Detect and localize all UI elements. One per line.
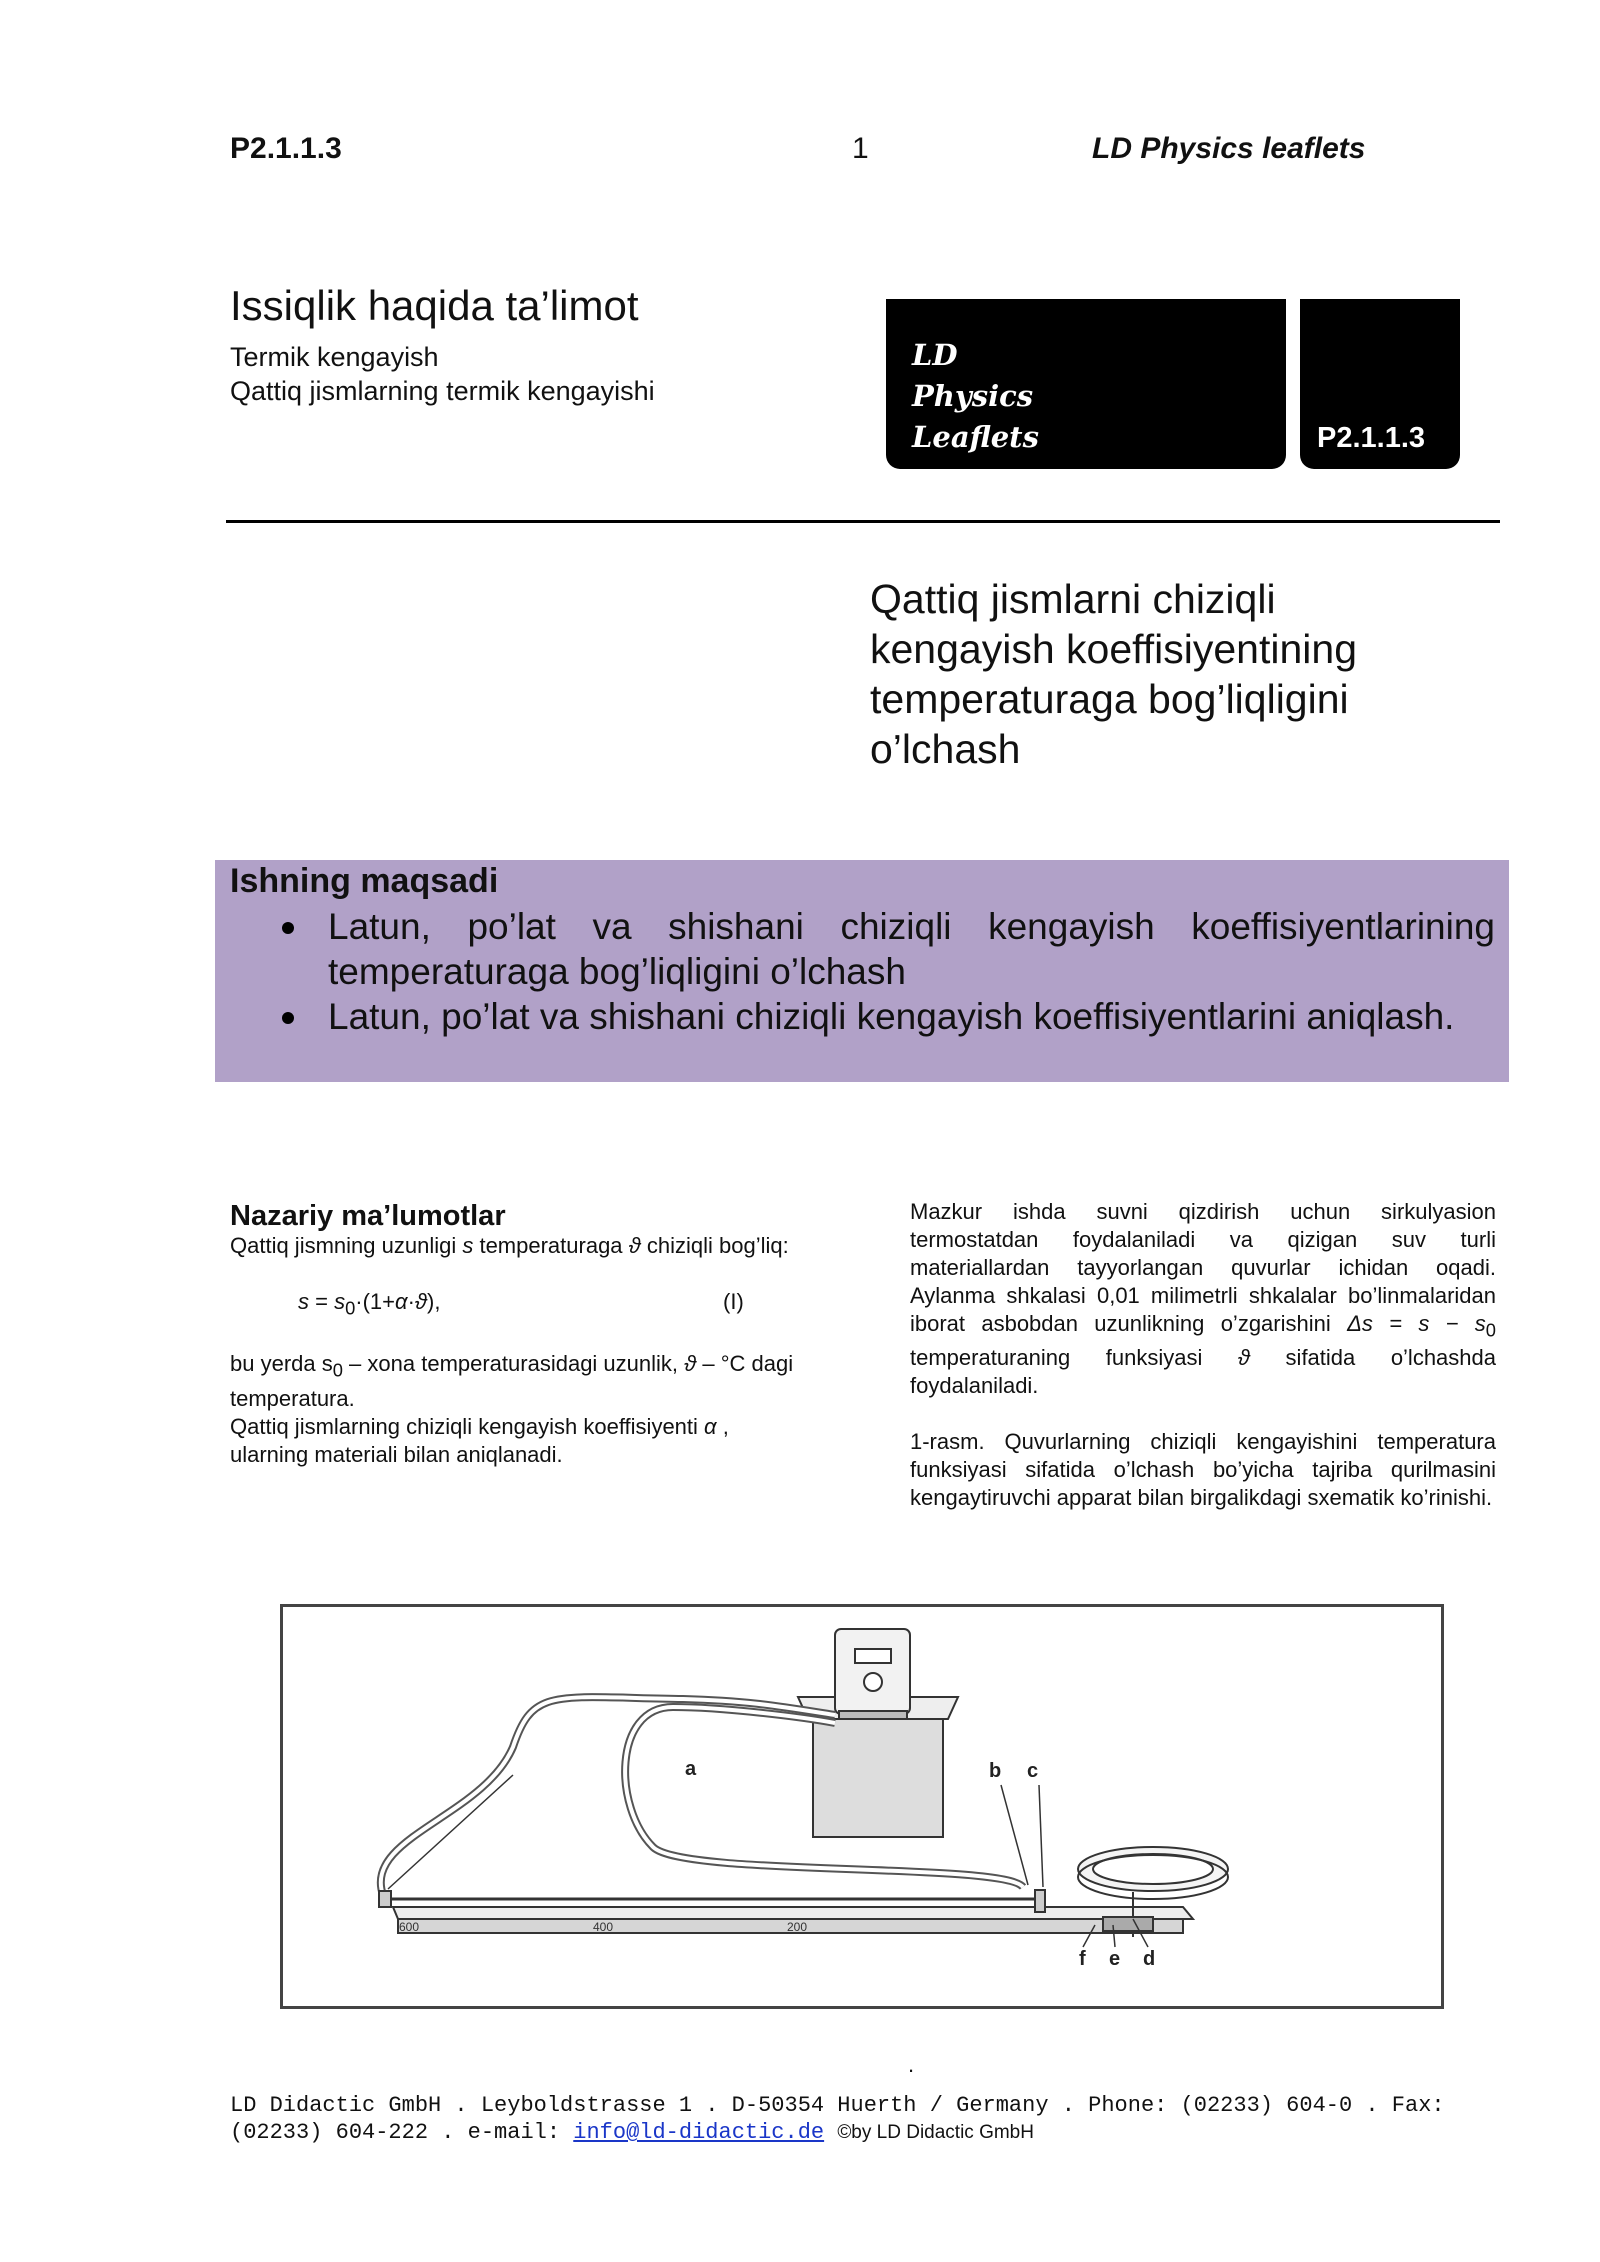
purpose-box [215,860,1509,1082]
label-c: c [1027,1760,1039,1782]
email-link[interactable]: info@ld-didactic.de [573,2120,825,2145]
label-f: f [1079,1948,1086,1970]
logo-code-badge [1300,299,1460,469]
logo-line: Physics [912,379,1034,413]
scale-mark: 600 [399,1920,420,1934]
experiment-title: Qattiq jismlarni chiziqli kengayish koeffisiyentining temperaturaga bog’liqligini o’lchash [870,576,1357,772]
footer-address: LD Didactic GmbH . Leyboldstrasse 1 . D-50354 Huerth / Germany . Phone: (02233) 604-0 . Fax: [230,2093,1445,2118]
bullet-icon [282,1012,294,1024]
label-d: d [1143,1948,1156,1970]
purpose-item: Latun, po’lat va shishani chiziqli kengayish koeffisiyentlarining temperaturaga bog’liqligini o’lchash [230,904,1495,994]
thermostat-body [813,1719,943,1837]
logo-line: LD [912,338,958,372]
formula: $s = s_0\cdot(1+\alpha\cdot ϑ)$, (I) [298,1289,744,1319]
label-b: b [989,1760,1002,1782]
scale-mark: 200 [787,1920,808,1934]
copyright: ©by LD Didactic GmbH [837,2122,1034,2143]
base-rail [393,1907,1193,1919]
page-number: 1 [852,132,869,165]
purpose-item: Latun, po’lat va shishani chiziqli kengayish koeffisiyentlarini aniqlash. [230,994,1495,1039]
page-title: Issiqlik haqida ta’limot [230,282,639,329]
thermostat-control-head [835,1629,910,1714]
header-code: P2.1.1.3 [230,132,342,165]
subtitle-topic: Termik kengayish [230,342,439,372]
logo-line: Leaflets [912,420,1039,454]
theory-heading: Nazariy ma’lumotlar [230,1200,506,1232]
bullet-icon [282,922,294,934]
footer-contact: (02233) 604-222 . e-mail: info@ld-didactic.de ©by LD Didactic GmbH [230,2120,1034,2145]
theory-paragraph: Qattiq jismning uzunligi s temperaturaga ϑ chiziqli bog’liq: [230,1233,789,1258]
method-column [910,1198,1496,1512]
equation-number: (I) [723,1289,744,1314]
purpose-list [230,904,1495,1039]
figure-caption: 1-rasm. Quvurlarning chiziqli kengayishini temperatura funksiyasi sifatida o’lchash bo’yicha tajriba qurilmasini kengaytiruvchi apparat bilan birgalikdagi sxematik ko’rinishi. [910,1429,1496,1511]
subtitle-subtopic: Qattiq jismlarning termik kengayishi [230,376,655,406]
ld-leaflets-logo [886,299,1286,469]
label-e: e [1109,1948,1121,1970]
header-brand: LD Physics leaflets [1092,132,1366,165]
footer [230,2092,1500,2146]
purpose-heading: Ishning maqsadi [230,862,499,900]
label-a: a [685,1758,697,1780]
scale-mark: 400 [593,1920,614,1934]
header-divider [226,520,1500,523]
theory-paragraph: Qattiq jismlarning chiziqli kengayish koeffisiyenti α , ularning materiali bilan aniqlanadi. [230,1413,729,1467]
apparatus-diagram [283,1607,1441,2006]
theory-column [230,1232,805,1469]
theory-paragraph: bu yerda $s_0$ – xona temperaturasidagi uzunlik, ϑ – °C dagi temperatura. [230,1351,794,1411]
method-paragraph: Mazkur ishda suvni qizdirish uchun sirkulyasion termostatdan foydalaniladi va qizigan suv turli materiallardan tayyorlangan quvurlar ichidan oqadi. Aylanma shkalasi 0,01 milimetrli shkalalar bo’linmalaridan iborat asbobdan uzunlikning o’zgarishini $\Delta s = s - s_0$ temperaturaning funksiyasi ϑ sifatida o’lchashda foydalaniladi. [910,1199,1497,1399]
separator-dot: . [908,2052,915,2077]
logo-code: P2.1.1.3 [1317,422,1426,454]
apparatus-figure [280,1604,1444,2009]
